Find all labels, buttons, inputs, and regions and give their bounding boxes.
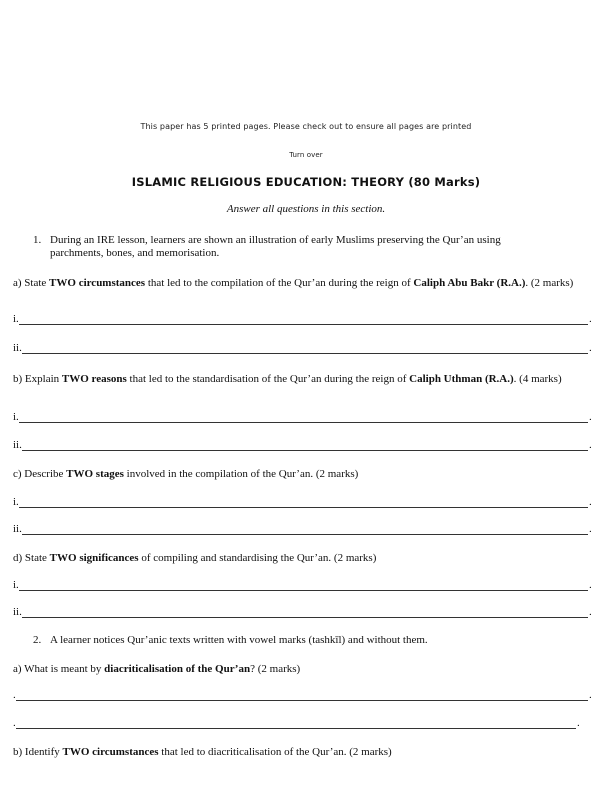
answer-line-1d-i[interactable]: i. .: [13, 579, 592, 591]
answer-line-2a-1[interactable]: . .: [13, 689, 592, 701]
paper-title: ISLAMIC RELIGIOUS EDUCATION: THEORY (80 Marks): [131, 175, 481, 189]
answer-line-2a-2[interactable]: . .: [13, 717, 580, 729]
printed-pages-notice: This paper has 5 printed pages. Please check out to ensure all pages are printed: [140, 122, 472, 131]
question-1a: a) State TWO circumstances that led to the compilation of the Qur’an during the reign of Caliph Abu Bakr (R.A.). (2 marks): [13, 277, 574, 289]
question-1d: d) State TWO significances of compiling and standardising the Qur’an. (2 marks): [13, 552, 377, 564]
answer-line-1c-ii[interactable]: ii. .: [13, 523, 592, 535]
question-1-number: 1.: [33, 234, 42, 246]
section-instruction: Answer all questions in this section.: [226, 203, 386, 215]
question-2b: b) Identify TWO circumstances that led to diacriticalisation of the Qur’an. (2 marks): [13, 746, 392, 758]
answer-line-1a-i[interactable]: i. .: [13, 313, 592, 325]
answer-line-1d-ii[interactable]: ii. .: [13, 606, 592, 618]
question-2a: a) What is meant by diacriticalisation of the Qur’an? (2 marks): [13, 663, 301, 675]
turn-over-note: Turn over: [289, 151, 323, 159]
question-2-number: 2.: [33, 634, 42, 646]
question-1-stem: During an IRE lesson, learners are shown an illustration of early Muslims preserving the Qur’an using parchments, bones, and memorisation.: [50, 234, 501, 259]
answer-line-1a-ii[interactable]: ii. .: [13, 342, 592, 354]
question-1b: b) Explain TWO reasons that led to the standardisation of the Qur’an during the reign of Caliph Uthman (R.A.). (4 marks): [13, 373, 562, 385]
question-2-stem: A learner notices Qur’anic texts written with vowel marks (tashkīl) and without them.: [50, 634, 428, 646]
answer-line-1c-i[interactable]: i. .: [13, 496, 592, 508]
answer-line-1b-ii[interactable]: ii. .: [13, 439, 592, 451]
answer-line-1b-i[interactable]: i. .: [13, 411, 592, 423]
question-1c: c) Describe TWO stages involved in the compilation of the Qur’an. (2 marks): [13, 468, 359, 480]
